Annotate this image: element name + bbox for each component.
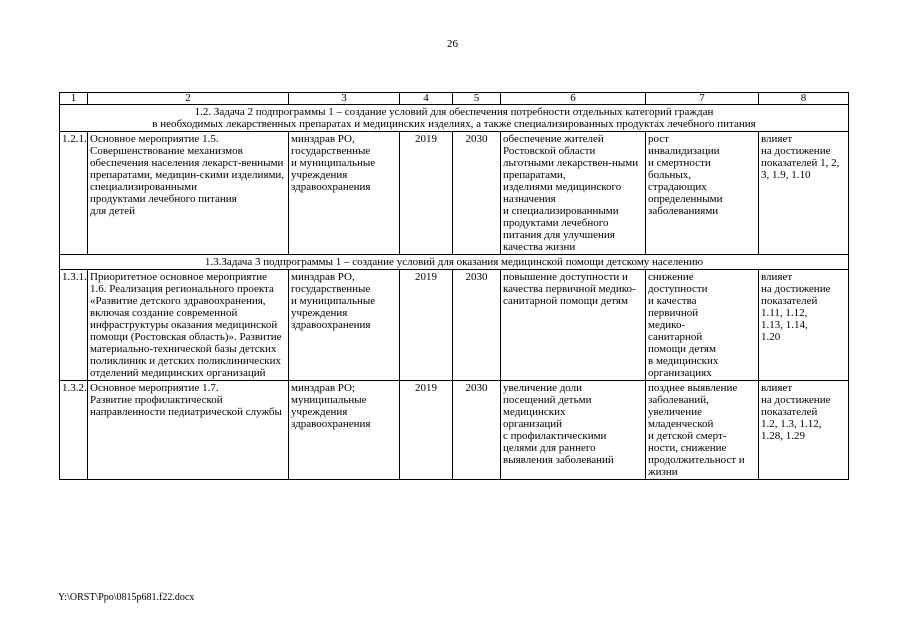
section-header-row (60, 105, 849, 132)
column-number: 5 (453, 93, 501, 105)
end-year-cell: 2030 (453, 381, 501, 480)
row-number: 1.3.1. (60, 270, 88, 381)
table-row (60, 381, 849, 480)
column-number: 1 (60, 93, 88, 105)
section-title: 1.3.Задача 3 подпрограммы 1 – создание условий для оказания медицинской помощи детскому населению (60, 255, 849, 270)
result-cell: увеличение доли посещений детьми медицинских организаций с профилактическими целями для раннего выявления заболеваний (501, 381, 646, 480)
executor-cell: минздрав РО, государственные и муниципальные учреждения здравоохранения (289, 132, 400, 255)
row-number: 1.2.1. (60, 132, 88, 255)
section-header-row (60, 255, 849, 270)
section-title: 1.2. Задача 2 подпрограммы 1 – создание условий для обеспечения потребности отдельных категорий граждан в необходимых лекарственных препаратах и медицинских изделиях, а также специализированных продуктах лечебного питания (60, 105, 849, 132)
file-path-footer: Y:\ORST\Ppo\0815p681.f22.docx (58, 592, 195, 603)
program-table (59, 92, 849, 480)
page-number: 26 (447, 38, 458, 50)
indicator-link-cell: влияет на достижение показателей 1.11, 1.12, 1.13, 1.14, 1.20 (759, 270, 849, 381)
table-row (60, 270, 849, 381)
start-year-cell: 2019 (400, 381, 453, 480)
start-year-cell: 2019 (400, 132, 453, 255)
result-cell: повышение доступности и качества первичной медико-санитарной помощи детям (501, 270, 646, 381)
column-number-row (60, 93, 849, 105)
executor-cell: минздрав РО; муниципальные учреждения здравоохранения (289, 381, 400, 480)
executor-cell: минздрав РО, государственные и муниципальные учреждения здравоохранения (289, 270, 400, 381)
result-cell: обеспечение жителей Ростовской области льготными лекарствен-ными препаратами, изделиями медицинского назначения и специализированными продуктами лечебного питания для улучшения качества жизни (501, 132, 646, 255)
indicator-link-cell: влияет на достижение показателей 1, 2, 3, 1.9, 1.10 (759, 132, 849, 255)
indicator-link-cell: влияет на достижение показателей 1.2, 1.3, 1.12, 1.28, 1.29 (759, 381, 849, 480)
column-number: 2 (88, 93, 289, 105)
consequence-cell: позднее выявление заболеваний, увеличение младенческой и детской смерт- ности, снижение продолжительност и жизни (646, 381, 759, 480)
column-number: 8 (759, 93, 849, 105)
column-number: 4 (400, 93, 453, 105)
end-year-cell: 2030 (453, 270, 501, 381)
row-number: 1.3.2. (60, 381, 88, 480)
column-number: 6 (501, 93, 646, 105)
event-cell: Основное мероприятие 1.7. Развитие профилактической направленности педиатрической службы (88, 381, 289, 480)
event-cell: Приоритетное основное мероприятие 1.6. Реализация регионального проекта «Развитие детского здравоохранения, включая создание современной инфраструктуры оказания медицинской помощи (Ростовская область)». Развитие материально-технической базы детских поликлиник и детских поликлинических отделений медицинских организаций (88, 270, 289, 381)
column-number: 3 (289, 93, 400, 105)
consequence-cell: рост инвалидизации и смертности больных, страдающих определенными заболеваниями (646, 132, 759, 255)
table-row (60, 132, 849, 255)
consequence-cell: снижение доступности и качества первичной медико- санитарной помощи детям в медицинских организациях (646, 270, 759, 381)
event-cell: Основное мероприятие 1.5. Совершенствование механизмов обеспечения населения лекарст-венными препаратами, медицин-скими изделиями, специализированными продуктами лечебного питания для детей (88, 132, 289, 255)
end-year-cell: 2030 (453, 132, 501, 255)
column-number: 7 (646, 93, 759, 105)
start-year-cell: 2019 (400, 270, 453, 381)
